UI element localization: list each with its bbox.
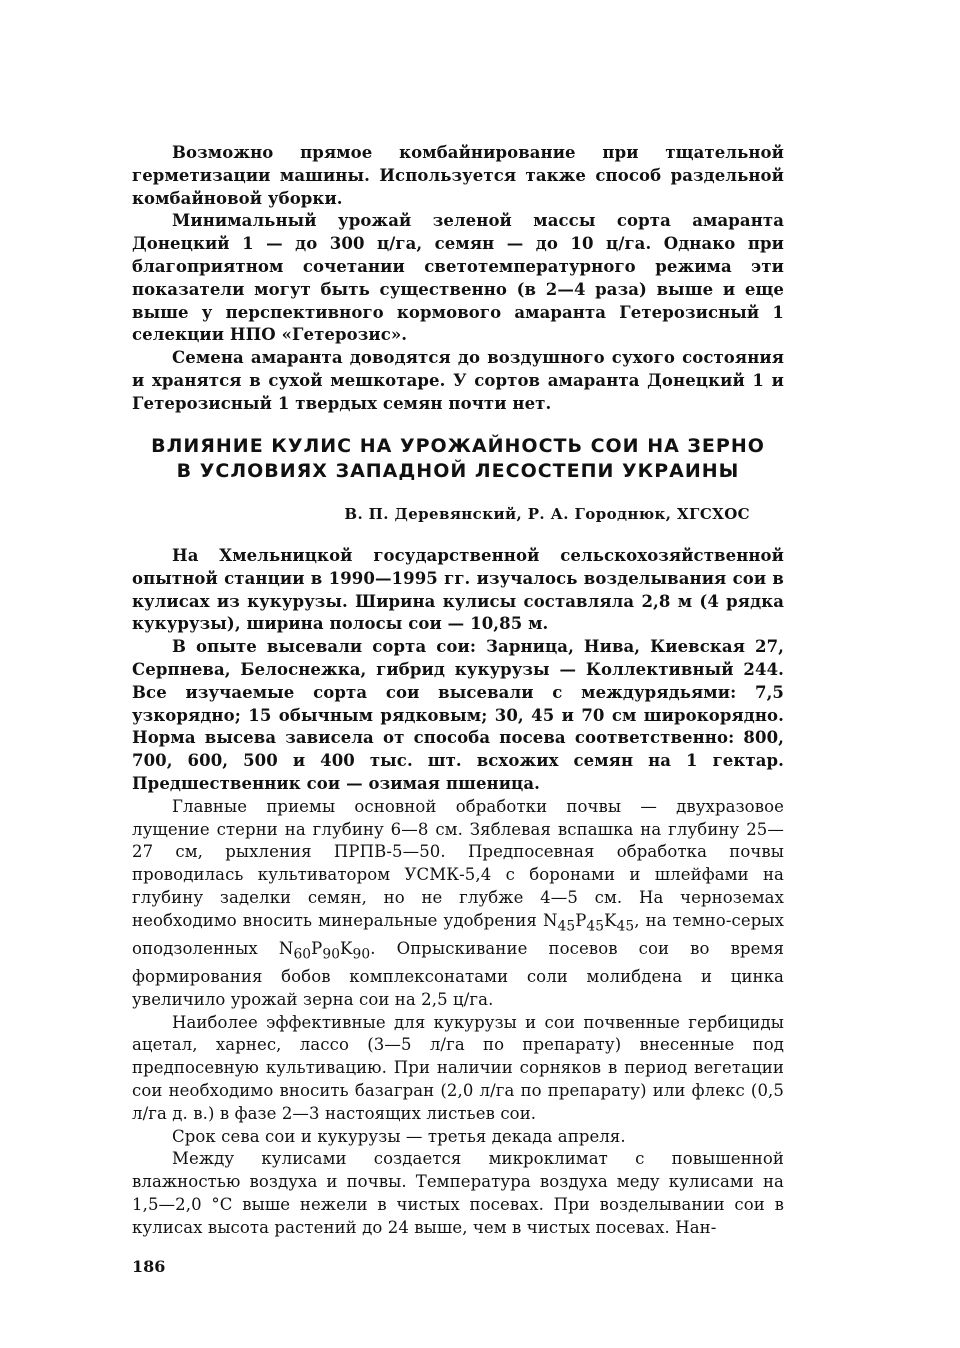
article-title-line-1: ВЛИЯНИЕ КУЛИС НА УРОЖАЙНОСТЬ СОИ НА ЗЕРНО <box>151 435 765 457</box>
intro-paragraph-2: Минимальный урожай зеленой массы сорта амаранта Донецкий 1 — до 300 ц/га, семян — до 10 ц/га. Однако при благоприятном сочетании светотемпературного режима эти показатели могут быть существенно (в 2—4 раза) выше и еще выше у перспективного кормового амаранта Гетерозисный 1 селекции НПО «Гетерозис». <box>132 211 784 345</box>
article-authors: В. П. Деревянский, Р. А. Городнюк, ХГСХОС <box>344 505 750 523</box>
body-paragraph-6: Между кулисами создается микроклимат с повышенной влажностью воздуха и почвы. Температура воздуха меду кулисами на 1,5—2,0 °С выше нежели в чистых посевах. При возделывании сои в кулисах высота растений до 24 выше, чем в чистых посевах. Нан- <box>132 1149 784 1237</box>
body-paragraph-2: В опыте высевали сорта сои: Зарница, Нива, Киевская 27, Серпнева, Белоснежка, гибрид кукурузы — Коллективный 244. Все изучаемые сорта сои высевали с междурядьями: 7,5 узкорядно; 15 обычным рядковым; 30, 45 и 70 см широкорядно. Норма высева зависела от способа посева соответственно: 800, 700, 600, 500 и 400 тыс. шт. всхожих семян на 1 гектар. Предшественник сои — озимая пшеница. <box>132 637 784 793</box>
body-paragraph-5: Срок сева сои и кукурузы — третья декада апреля. <box>172 1126 626 1146</box>
article-body <box>132 545 784 1240</box>
intro-paragraph-1: Возможно прямое комбайнирование при тщательной герметизации машины. Используется также способ раздельной комбайновой уборки. <box>132 143 784 208</box>
body-paragraph-3: Главные приемы основной обработки почвы — двухразовое лущение стерни на глубину 6—8 см. Зяблевая вспашка на глубину 25—27 см, рыхления ПРПВ-5—50. Предпосевная обработка почвы проводилась культиватором УСМК-5,4 с боронами и шлейфами на глубину заделки семян, но не глубже 4—5 см. На черноземах необходимо вносить минеральные удобрения $N_{45}P_{45}K_{45}$, на темно-серых оподзоленных $N_{60}P_{90}K_{90}$. Опрыскивание посевов сои во время формирования бобов комплексонатами соли молибдена и цинка увеличило урожай зерна сои на 2,5 ц/га. <box>132 796 784 1009</box>
body-paragraph-1: На Хмельницкой государственной сельскохозяйственной опытной станции в 1990—1995 гг. изучалось возделывания сои в кулисах из кукурузы. Ширина кулисы составляла 2,8 м (4 рядка кукурузы), ширина полосы сои — 10,85 м. <box>132 546 784 634</box>
page-number: 186 <box>132 1257 166 1276</box>
intro-section <box>132 142 784 416</box>
intro-paragraph-3: Семена амаранта доводятся до воздушного сухого состояния и хранятся в сухой мешкотаре. У сортов амаранта Донецкий 1 и Гетерозисный 1 твердых семян почти нет. <box>132 348 784 413</box>
article-title <box>132 434 784 484</box>
article-title-line-2: В УСЛОВИЯХ ЗАПАДНОЙ ЛЕСОСТЕПИ УКРАИНЫ <box>176 460 740 482</box>
body-paragraph-4: Наиболее эффективные для кукурузы и сои почвенные гербициды ацетал, харнес, лассо (3—5 л/га по препарату) внесенные под предпосевную культивацию. При наличии сорняков в период вегетации сои необходимо вносить базагран (2,0 л/га по препарату) или флекс (0,5 л/га д. в.) в фазе 2—3 настоящих листьев сои. <box>132 1012 784 1123</box>
